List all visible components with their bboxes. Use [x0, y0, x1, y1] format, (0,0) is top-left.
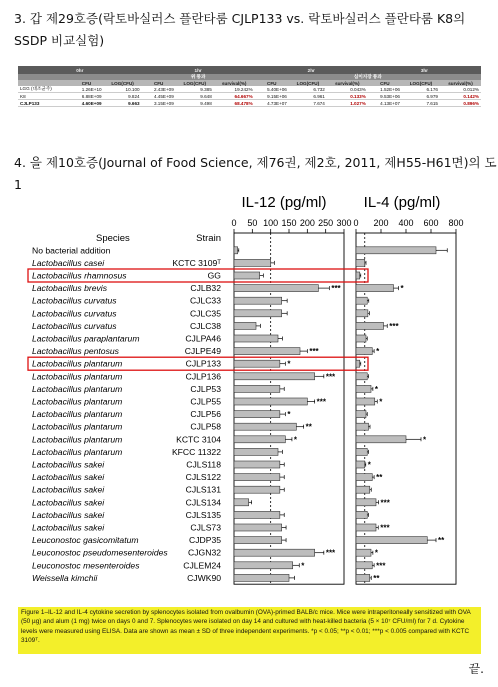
cell-value: 6.961 [289, 93, 327, 100]
row-species: Lactobacillus sakei [32, 509, 105, 520]
row-strain: CJLC38 [189, 320, 221, 331]
il12-bar [234, 373, 315, 380]
item3-line2: SSDP 비교실험) [14, 33, 105, 48]
il12-bar [234, 448, 278, 455]
il4-tick-label: 200 [373, 218, 389, 228]
row-strain: CJLPE49 [184, 346, 221, 357]
row-strain: CJLP133 [185, 358, 221, 369]
row-strain: CJLS131 [185, 484, 221, 495]
row-name: CJLP133 [18, 100, 69, 107]
row-strain: CJLP136 [185, 371, 221, 382]
cell-value: 9.498 [176, 100, 214, 107]
row-species: Lactobacillus casei [32, 257, 105, 268]
cell-value: 0.012% [440, 86, 481, 93]
row-strain: GG [207, 270, 221, 281]
cell-value: 3.15E+09 [142, 100, 176, 107]
col-header: LOG(CFU) [402, 80, 440, 86]
cell-value: 4.60E+09 [69, 100, 103, 107]
il12-bar [234, 247, 238, 254]
il12-bar [234, 335, 278, 342]
cell-value: 7.674 [289, 100, 327, 107]
cell-value: 68.478% [214, 100, 255, 107]
cell-value: 4.73E+07 [255, 100, 289, 107]
row-species: No bacterial addition [32, 245, 111, 256]
il12-significance: ** [305, 422, 312, 432]
cell-value: 2.43E+09 [142, 86, 176, 93]
row-strain: CJLS122 [185, 472, 221, 483]
il12-tick-label: 50 [247, 218, 258, 228]
il4-bar [356, 574, 370, 581]
cell-value: 7.615 [402, 100, 440, 107]
cell-value: 0.896% [440, 100, 481, 107]
il4-bar [356, 448, 367, 455]
group-3hr: 3hr [368, 66, 481, 74]
il12-bar [234, 436, 285, 443]
cell-value: 6.88E+09 [69, 93, 103, 100]
row-species: Lactobacillus plantarum [32, 383, 123, 394]
il4-bar [356, 322, 384, 329]
row-strain: CJLS134 [185, 497, 221, 508]
cell-value: 6.979 [402, 93, 440, 100]
il4-bar [356, 272, 360, 279]
il4-bar [356, 562, 372, 569]
caption-text: Figure 1–IL-12 and IL-4 cytokine secretion by splenocytes isolated from ovalbumin (OVA)-primed BALB/c mice. Mice were intraperitoneally sensitized with OVA (50 µg) and alum (1 mg) twice on days 0 and 7. Splenocytes were isolated on day 14 and cultured with heat-killed bacteria (5 × 10⁷ CFU/ml) for 7 d. Cytokine levels were measured using ELISA. Data are shown as mean ± SD of three independent experiments. *p < 0.05; **p < 0.01; ***p < 0.005 compared with KCTC 3109ᵀ. [21, 609, 471, 645]
il4-significance: * [400, 284, 404, 294]
cell-value: 0.142% [440, 93, 481, 100]
col-header: LOG(CFU) [104, 80, 142, 86]
il12-bar [234, 562, 293, 569]
sub-stomach: 위 통과 [142, 74, 255, 80]
il4-bar [356, 385, 371, 392]
row-species: Leuconostoc pseudomesenteroides [32, 547, 168, 558]
row-species: Lactobacillus curvatus [32, 295, 117, 306]
il12-significance: * [293, 435, 298, 445]
il4-bar [356, 524, 376, 531]
il4-significance: *** [380, 523, 390, 533]
col-header: CFU [368, 80, 402, 86]
cell-value: 0.043% [327, 86, 368, 93]
cell-value: 1.52E+06 [368, 86, 402, 93]
row-strain: CJLPA46 [185, 333, 221, 344]
il12-bar [234, 549, 315, 556]
row-species: Lactobacillus sakei [32, 472, 105, 483]
group-1hr: 1hr [142, 66, 255, 74]
row-strain: CJLP56 [190, 409, 221, 420]
row-species: Lactobacillus paraplantarum [32, 333, 140, 344]
row-strain: CJGN32 [188, 547, 221, 558]
il4-significance: ** [376, 473, 383, 483]
il12-bar [234, 259, 271, 266]
il4-bar [356, 297, 367, 304]
il4-significance: * [374, 384, 378, 394]
il12-significance: *** [309, 347, 319, 357]
il4-bar [356, 373, 367, 380]
il12-bar [234, 537, 282, 544]
cytokine-figure [26, 187, 486, 597]
il12-tick-label: 100 [263, 218, 279, 228]
strain-header: Strain [196, 233, 221, 244]
il12-significance: *** [325, 372, 336, 382]
il4-significance: * [423, 435, 427, 445]
row-strain: KCTC 3109ᵀ [172, 257, 221, 268]
cell-value: 9.663 [104, 100, 142, 107]
il12-tick-label: 300 [336, 218, 352, 228]
il4-tick-label: 800 [448, 218, 464, 228]
il12-tick-label: 200 [299, 218, 315, 228]
il12-bar [234, 285, 318, 292]
cell-value: 19.242% [214, 86, 255, 93]
il4-panel-title: IL-4 (pg/ml) [363, 194, 441, 211]
il4-bar [356, 474, 372, 481]
row-strain: CJDP35 [189, 535, 221, 546]
figure-caption [18, 607, 481, 654]
il4-significance: ** [373, 573, 380, 583]
row-strain: CJLEM24 [183, 560, 221, 571]
il4-significance: * [374, 548, 378, 558]
col-header: LOG(CFU) [289, 80, 327, 86]
il4-significance: * [376, 347, 380, 357]
il4-bar [356, 360, 360, 367]
row-species: Leuconostoc gasicomitatum [32, 535, 139, 546]
il12-significance: * [301, 561, 305, 571]
il4-significance: *** [380, 498, 390, 508]
il4-bar [356, 310, 368, 317]
row-name: LGG (대조균주) [18, 86, 69, 93]
il12-bar [234, 385, 280, 392]
comparison-table [18, 66, 481, 107]
il12-bar [234, 524, 282, 531]
row-species: Lactobacillus sakei [32, 497, 105, 508]
col-header: CFU [142, 80, 176, 86]
row-strain: CJLC33 [189, 295, 221, 306]
cell-value: 9.648 [176, 93, 214, 100]
sub-duodenum: 십이지장 통과 [255, 74, 481, 80]
il4-significance: *** [376, 561, 386, 571]
il4-bar [356, 335, 366, 342]
il12-significance: *** [316, 397, 327, 407]
row-species: Lactobacillus plantarum [32, 434, 123, 445]
il4-bar [356, 348, 372, 355]
il4-bar [356, 486, 370, 493]
cell-value: 6.732 [289, 86, 327, 93]
il12-bar [234, 348, 300, 355]
il12-panel-title: IL-12 (pg/ml) [241, 194, 327, 211]
group-2hr: 2hr [255, 66, 368, 74]
row-strain: CJLB32 [190, 283, 221, 294]
il12-bar [234, 360, 280, 367]
row-name: K8 [18, 93, 69, 100]
il12-bar [234, 511, 280, 518]
row-strain: CJLP53 [190, 383, 221, 394]
row-species: Lactobacillus plantarum [32, 421, 123, 432]
item3-heading [14, 8, 465, 52]
row-strain: CJWK90 [187, 572, 221, 583]
row-strain: CJLS118 [186, 459, 221, 470]
end-mark: 끝. [468, 662, 484, 676]
cell-value: 1.26E+10 [69, 86, 103, 93]
cell-value: 9.824 [104, 93, 142, 100]
item4-line1: 4. 을 제10호증(Journal of Food Science, 제76권, 제2호, 2011, 제H55-H61면)의 도 1 [14, 155, 497, 192]
il4-significance: * [367, 460, 371, 470]
il12-bar [234, 310, 282, 317]
il12-bar [234, 486, 280, 493]
row-strain: CJLP58 [190, 421, 221, 432]
row-species: Lactobacillus plantarum [32, 396, 123, 407]
cell-value: 10.100 [104, 86, 142, 93]
col-header: LOG(CFU) [176, 80, 214, 86]
row-species: Lactobacillus curvatus [32, 320, 117, 331]
il4-tick-label: 0 [353, 218, 359, 228]
il4-bar [356, 549, 371, 556]
il4-significance: * [379, 397, 383, 407]
cell-value: 0.133% [327, 93, 368, 100]
il12-bar [234, 423, 296, 430]
il4-bar [356, 411, 366, 418]
il12-bar [234, 411, 280, 418]
il12-significance: * [287, 359, 291, 369]
cell-value: 9.53E+06 [368, 93, 402, 100]
cell-value: 1.027% [327, 100, 368, 107]
cell-value: 9.15E+06 [255, 93, 289, 100]
il4-bar [356, 436, 406, 443]
table-row [18, 100, 481, 107]
item3-line1: 3. 갑 제29호증(락토바실러스 플란타룸 CJLP133 vs. 락토바실러스 플란타룸 K8의 [14, 11, 466, 26]
cell-value: 4.45E+09 [142, 93, 176, 100]
il4-bar [356, 461, 365, 468]
il12-tick-label: 150 [281, 218, 297, 228]
table-group-header [18, 66, 481, 74]
il12-significance: * [287, 410, 291, 420]
col-header: CFU [255, 80, 289, 86]
row-species: Lactobacillus sakei [32, 484, 105, 495]
table-row [18, 93, 481, 100]
row-strain: KCTC 3104 [176, 434, 221, 445]
cell-value: 4.13E+07 [368, 100, 402, 107]
group-0hr: 0hr [18, 66, 142, 74]
il12-bar [234, 297, 282, 304]
row-strain: KFCC 11322 [171, 446, 221, 457]
il4-tick-label: 400 [398, 218, 414, 228]
il4-significance: ** [438, 536, 445, 546]
row-strain: CJLC35 [189, 308, 221, 319]
cell-value: 5.40E+06 [255, 86, 289, 93]
il12-bar [234, 272, 260, 279]
row-species: Lactobacillus plantarum [32, 358, 123, 369]
row-strain: CJLP55 [190, 396, 221, 407]
cell-value: 6.176 [402, 86, 440, 93]
il4-significance: *** [389, 321, 399, 331]
row-species: Lactobacillus curvatus [32, 308, 117, 319]
il12-significance: *** [325, 548, 336, 558]
il12-bar [234, 499, 249, 506]
il4-bar [356, 398, 375, 405]
il4-bar [356, 511, 367, 518]
il4-bar [356, 499, 376, 506]
row-species: Lactobacillus brevis [32, 283, 107, 294]
row-species: Lactobacillus rhamnosus [32, 270, 127, 281]
il4-bar [356, 423, 369, 430]
row-strain: CJLS135 [185, 509, 221, 520]
row-species: Lactobacillus sakei [32, 459, 105, 470]
il12-bar [234, 474, 280, 481]
il12-tick-label: 250 [318, 218, 334, 228]
il12-significance: *** [331, 284, 341, 294]
il12-bar [234, 574, 289, 581]
row-species: Lactobacillus plantarum [32, 446, 123, 457]
row-species: Lactobacillus sakei [32, 522, 105, 533]
row-species: Lactobacillus plantarum [32, 371, 123, 382]
il12-bar [234, 322, 256, 329]
il12-bar [234, 398, 307, 405]
row-strain: CJLS73 [190, 522, 221, 533]
cell-value: 64.667% [214, 93, 255, 100]
il4-bar [356, 259, 365, 266]
il12-bar [234, 461, 280, 468]
col-header: CFU [69, 80, 103, 86]
col-header: survival(%) [440, 80, 481, 86]
col-header: survival(%) [327, 80, 368, 86]
row-species: Weissella kimchii [32, 572, 98, 583]
il4-tick-label: 600 [423, 218, 439, 228]
species-header: Species [96, 233, 130, 244]
il4-bar [356, 285, 394, 292]
row-species: Lactobacillus pentosus [32, 346, 119, 357]
row-species: Lactobacillus plantarum [32, 409, 123, 420]
cell-value: 9.385 [176, 86, 214, 93]
il12-tick-label: 0 [231, 218, 237, 228]
row-species: Leuconostoc mesenteroides [32, 560, 140, 571]
col-header: survival(%) [214, 80, 255, 86]
il4-bar [356, 537, 427, 544]
il4-bar [356, 247, 436, 254]
